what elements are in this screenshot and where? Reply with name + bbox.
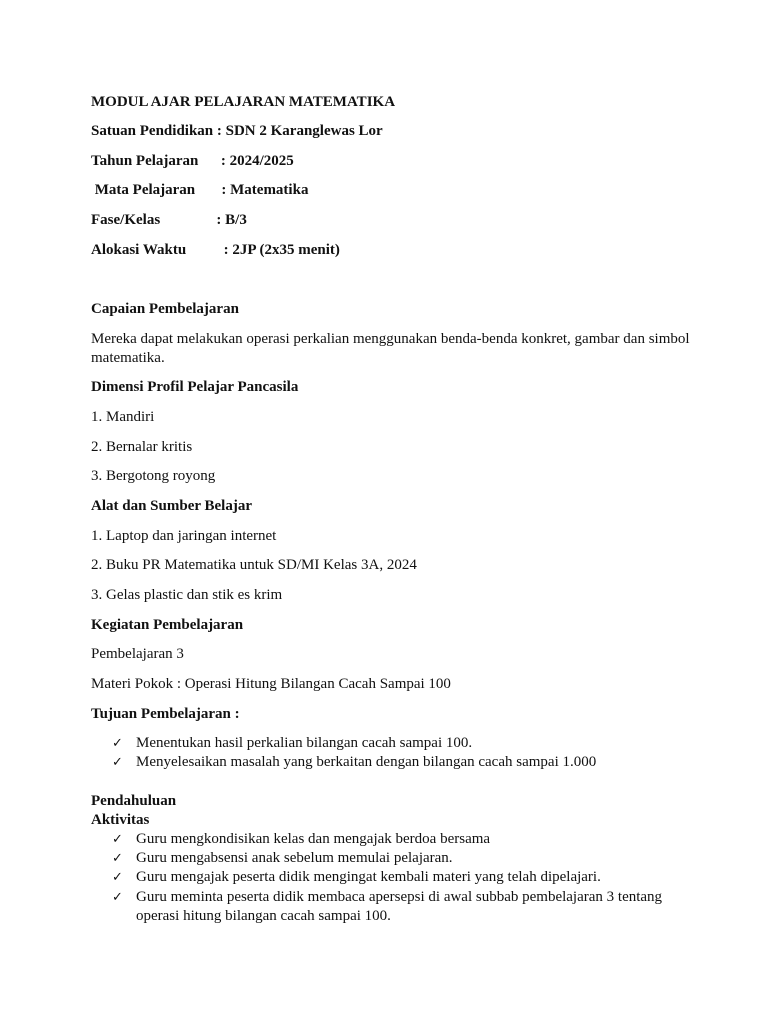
capaian-text: Mereka dapat melakukan operasi perkalian menggunakan benda-benda konkret, gambar dan simbol matematika. bbox=[91, 331, 690, 366]
checkmark-icon: ✓ bbox=[112, 870, 123, 885]
tujuan-item-text: Menyelesaikan masalah yang berkaitan dengan bilangan cacah sampai 1.000 bbox=[136, 754, 597, 770]
aktivitas-item-text: Guru mengajak peserta didik mengingat kembali materi yang telah dipelajari. bbox=[136, 869, 601, 885]
dimensi-item: 1. Mandiri bbox=[91, 409, 155, 425]
materi-pokok: Materi Pokok : Operasi Hitung Bilangan Cacah Sampai 100 bbox=[91, 676, 451, 692]
pendahuluan-heading: Pendahuluan bbox=[91, 793, 177, 809]
aktivitas-item bbox=[112, 830, 712, 849]
checkmark-icon: ✓ bbox=[112, 890, 123, 905]
tujuan-item-text: Menentukan hasil perkalian bilangan cacah sampai 100. bbox=[136, 735, 473, 751]
alat-item: 1. Laptop dan jaringan internet bbox=[91, 528, 277, 544]
satuan-pendidikan: Satuan Pendidikan : SDN 2 Karanglewas Lor bbox=[91, 123, 383, 139]
aktivitas-item-text: Guru mengabsensi anak sebelum memulai pelajaran. bbox=[136, 850, 453, 866]
dimensi-heading: Dimensi Profil Pelajar Pancasila bbox=[91, 379, 299, 395]
checkmark-icon: ✓ bbox=[112, 736, 123, 751]
tujuan-heading: Tujuan Pembelajaran : bbox=[91, 706, 240, 722]
document-title: MODUL AJAR PELAJARAN MATEMATIKA bbox=[91, 94, 396, 110]
kegiatan-heading: Kegiatan Pembelajaran bbox=[91, 617, 244, 633]
checkmark-icon: ✓ bbox=[112, 832, 123, 847]
pembelajaran-label: Pembelajaran 3 bbox=[91, 646, 184, 662]
dimensi-item: 3. Bergotong royong bbox=[91, 468, 216, 484]
aktivitas-heading: Aktivitas bbox=[91, 812, 150, 828]
aktivitas-item-text: Guru meminta peserta didik membaca apersepsi di awal subbab pembelajaran 3 tentang operasi hitung bilangan cacah sampai 100. bbox=[136, 889, 663, 924]
aktivitas-item bbox=[112, 868, 712, 887]
checkmark-icon: ✓ bbox=[112, 755, 123, 770]
alokasi-waktu: Alokasi Waktu : 2JP (2x35 menit) bbox=[91, 242, 340, 258]
alat-heading: Alat dan Sumber Belajar bbox=[91, 498, 252, 514]
tujuan-item bbox=[112, 734, 712, 753]
checkmark-icon: ✓ bbox=[112, 851, 123, 866]
aktivitas-item bbox=[112, 888, 672, 926]
dimensi-item: 2. Bernalar kritis bbox=[91, 439, 193, 455]
capaian-heading: Capaian Pembelajaran bbox=[91, 301, 239, 317]
aktivitas-item-text: Guru mengkondisikan kelas dan mengajak berdoa bersama bbox=[136, 831, 491, 847]
fase-kelas: Fase/Kelas : B/3 bbox=[91, 212, 247, 228]
alat-item: 2. Buku PR Matematika untuk SD/MI Kelas 3A, 2024 bbox=[91, 557, 417, 573]
tujuan-item bbox=[112, 753, 712, 772]
alat-item: 3. Gelas plastic dan stik es krim bbox=[91, 587, 283, 603]
aktivitas-item bbox=[112, 849, 712, 868]
tahun-pelajaran: Tahun Pelajaran : 2024/2025 bbox=[91, 153, 294, 169]
mata-pelajaran: Mata Pelajaran : Matematika bbox=[91, 182, 309, 198]
